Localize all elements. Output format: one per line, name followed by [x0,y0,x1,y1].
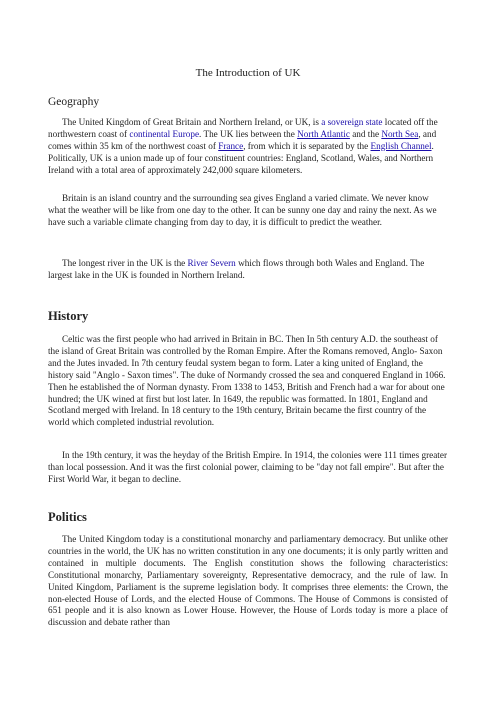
paragraph-text: which flows through both Wales and England. The largest lake in the UK is founded in Northern Ireland. [48,258,425,280]
heading-geography: Geography [48,96,100,108]
paragraph-text: The United Kingdom of Great Britain and Northern Ireland, or UK, is [62,117,322,127]
paragraph-text: . The UK lies between the [199,128,298,139]
geography-paragraph-1 [48,117,448,177]
inline-link[interactable]: North Atlantic [297,128,350,139]
paragraph-text: . Politically, UK is a union made up of four constituent countries: England, Scotland, Wales, and Northern Ireland with a total area of approximately 242,000 square kilometers. [48,140,434,175]
geography-paragraph-3 [48,258,448,282]
paragraph-text: , from which it is separated by the [243,140,371,151]
inline-link[interactable]: a sovereign [321,117,364,127]
history-paragraph-1: Celtic was the first people who had arrived in Britain in BC. Then In 5th century A.D. the southeast of the island of Great Britain was controlled by the Roman Empire. After the Romans removed, Anglo- Saxon and the Jutes invaded. In 7th century feudal system began to form. Later a king united of England, the history said "Anglo - Saxon times". The duke of Normandy crossed the sea and conquered England in 1066. Then he established the of Norman dynasty. From 1338 to 1453, British and French had a war for about one hundred; the UK wined at first but lost later. In 1649, the republic was formatted. In 1801, England and Scotland merged with Ireland. In 18 century to the 19th century, Britain became the first country of the world which completed industrial revolution. [48,334,446,428]
inline-link[interactable]: River Severn [187,258,236,268]
heading-history: History [48,309,89,323]
inline-link[interactable]: English Channel [370,140,432,151]
history-paragraph-2: In the 19th century, it was the heyday of the British Empire. In 1914, the colonies were 111 times greater than local possession. And it was the first colonial power, claiming to be "day not fall empire". But after the First World War, it began to decline. [48,450,447,484]
inline-link[interactable]: continental Europe [129,128,200,139]
geography-paragraph-2: Britain is an island country and the surrounding sea gives England a varied climate. We never know what the weather will be like from one day to the other. It can be sunny one day and rainy the next. As we have such a variable climate changing from day to day, it is difficult to predict the weather. [48,193,437,227]
paragraph-text: , and comes within 35 km of the northwest coast of [48,128,437,151]
paragraph-text: and the [349,128,382,139]
heading-politics: Politics [48,510,87,524]
inline-link[interactable]: France [218,140,244,151]
document-title: The Introduction of UK [195,67,301,79]
inline-link[interactable]: North Sea [381,128,419,139]
inline-link[interactable]: state [365,117,383,127]
politics-paragraph-1: The United Kingdom today is a constitutional monarchy and parliamentary democracy. But unlike other countries in the world, the UK has no written constitution in any one documents; it is only partly written and contained in multiple documents. The English constitution shows the following characteristics: Constitutional monarchy, Parliamentary sovereignty, Representative democracy, and the rule of law. In United Kingdom, Parliament is the supreme legislation body. It comprises three elements: the Crown, the non-elected House of Lords, and the elected House of Commons. The House of Commons is consisted of 651 people and it is also known as Lower House. However, the House of Lords today is more a place of discussion and debate rather than [48,534,448,628]
paragraph-text: The longest river in the UK is the [62,258,188,268]
paragraph-text: located off the northwestern coast of [48,117,438,139]
